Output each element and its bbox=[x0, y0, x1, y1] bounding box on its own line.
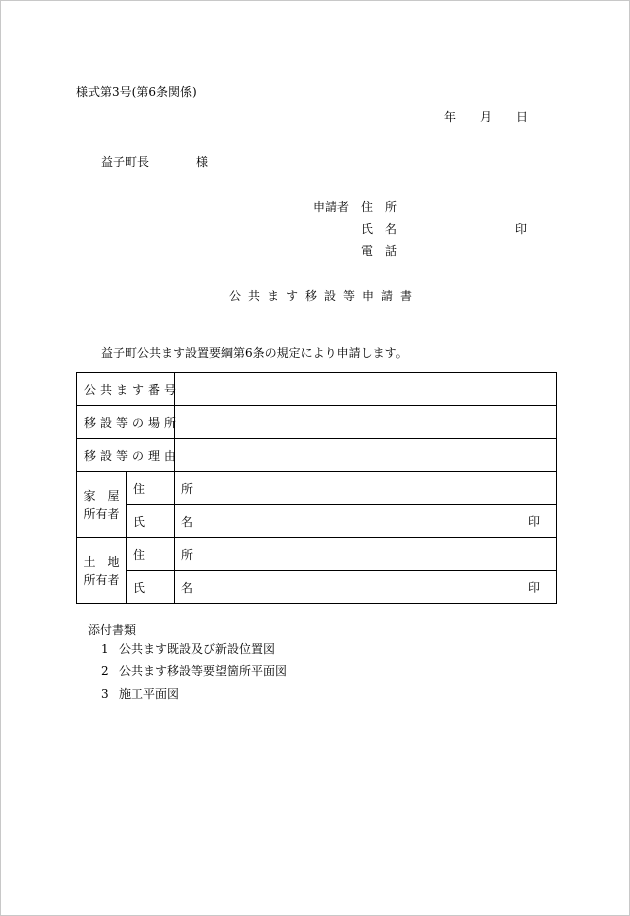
attachments-heading: 添付書類 bbox=[88, 623, 137, 637]
addressee-name: 益子町長 bbox=[101, 155, 150, 169]
row-label-masu-number: 公共ます番号 bbox=[77, 373, 175, 406]
table-row bbox=[77, 538, 557, 571]
house-owner-name-field[interactable] bbox=[175, 505, 557, 538]
reason-field[interactable] bbox=[175, 439, 557, 472]
table-row bbox=[77, 406, 557, 439]
row-label-reason: 移設等の理由 bbox=[77, 439, 175, 472]
application-table bbox=[76, 372, 557, 604]
applicant-name-label: 氏 名 bbox=[361, 222, 398, 236]
table-row bbox=[77, 439, 557, 472]
land-owner-address-field[interactable] bbox=[175, 538, 557, 571]
date-year: 年 bbox=[444, 110, 457, 124]
location-field[interactable] bbox=[175, 406, 557, 439]
land-owner-address-label: 住 所 bbox=[127, 538, 175, 571]
masu-number-field[interactable] bbox=[175, 373, 557, 406]
table-row bbox=[77, 571, 557, 604]
house-owner-name-label: 氏 名 bbox=[127, 505, 175, 538]
intro-text: 益子町公共ます設置要綱第6条の規定により申請します。 bbox=[101, 346, 408, 360]
house-owner-label bbox=[77, 472, 127, 538]
table-row bbox=[77, 472, 557, 505]
land-owner-line1: 土 地 bbox=[83, 554, 120, 569]
land-owner-name-field[interactable] bbox=[175, 571, 557, 604]
house-owner-seal: 印 bbox=[527, 514, 540, 529]
row-label-location: 移設等の場所 bbox=[77, 406, 175, 439]
attachment-no: 3 bbox=[101, 687, 109, 701]
house-owner-line1: 家 屋 bbox=[83, 488, 120, 503]
house-owner-address-label: 住 所 bbox=[127, 472, 175, 505]
house-owner-line2: 所有者 bbox=[83, 506, 120, 521]
applicant-label: 申請者 bbox=[313, 200, 350, 214]
table-row bbox=[77, 505, 557, 538]
table-row bbox=[77, 373, 557, 406]
attachment-no: 1 bbox=[101, 642, 109, 656]
house-owner-address-field[interactable] bbox=[175, 472, 557, 505]
applicant-phone-label: 電 話 bbox=[361, 244, 398, 258]
attachment-text: 施工平面図 bbox=[119, 687, 180, 701]
applicant-address-label: 住 所 bbox=[361, 200, 398, 214]
form-number: 様式第3号(第6条関係) bbox=[76, 85, 197, 99]
applicant-seal: 印 bbox=[515, 222, 528, 236]
attachment-text: 公共ます既設及び新設位置図 bbox=[119, 642, 276, 656]
addressee-honorific: 様 bbox=[196, 155, 209, 169]
date-month: 月 bbox=[480, 110, 493, 124]
land-owner-name-label: 氏 名 bbox=[127, 571, 175, 604]
attachment-text: 公共ます移設等要望箇所平面図 bbox=[119, 664, 288, 678]
land-owner-line2: 所有者 bbox=[83, 572, 120, 587]
document-title: 公共ます移設等申請書 bbox=[229, 289, 420, 303]
land-owner-seal: 印 bbox=[527, 580, 540, 595]
date-day: 日 bbox=[516, 110, 529, 124]
land-owner-label bbox=[77, 538, 127, 604]
attachment-no: 2 bbox=[101, 664, 109, 678]
